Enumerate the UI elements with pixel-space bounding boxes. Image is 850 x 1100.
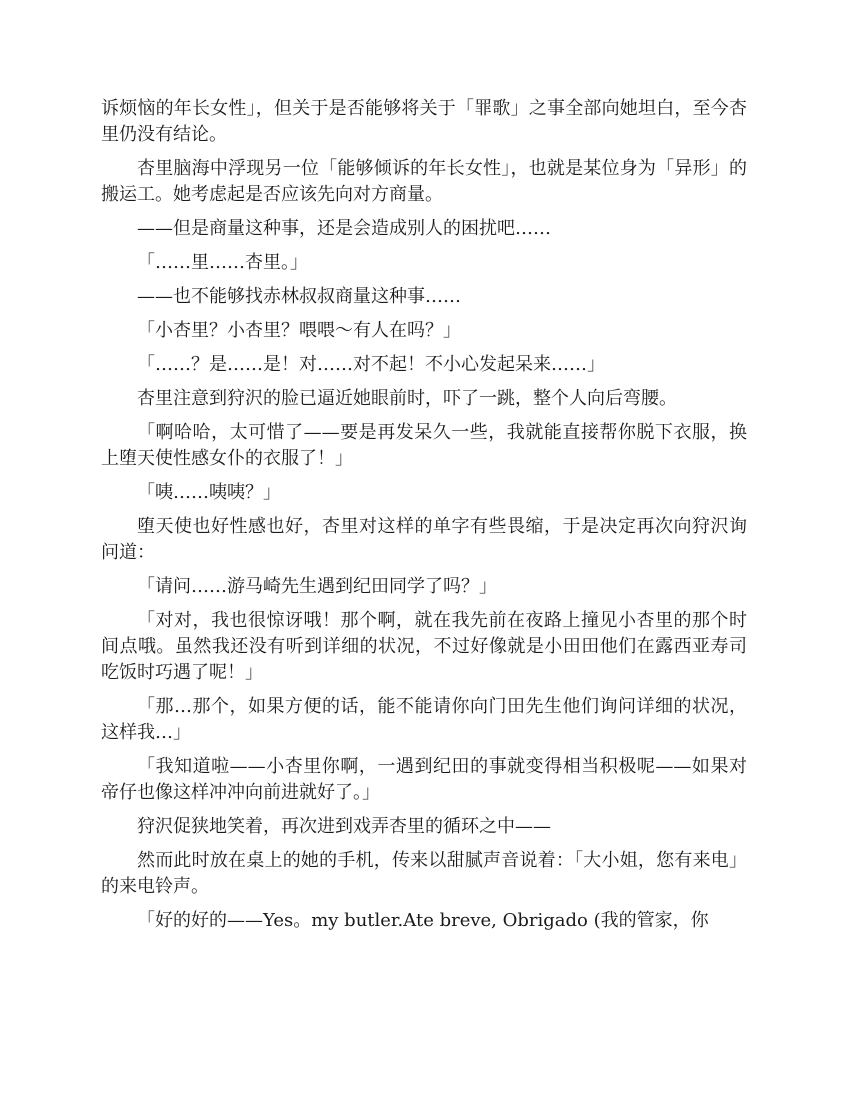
paragraph: 「啊哈哈，太可惜了——要是再发呆久一些，我就能直接帮你脱下衣服，换上堕天使性感女仆的衣服了！」 bbox=[101, 422, 747, 469]
paragraph: 杏里注意到狩沢的脸已逼近她眼前时，吓了一跳，整个人向后弯腰。 bbox=[137, 388, 677, 409]
paragraph: 「小杏里？小杏里？喂喂～有人在吗？」 bbox=[137, 320, 461, 341]
paragraph: 堕天使也好性感也好，杏里对这样的单字有些畏缩，于是决定再次向狩沢询问道： bbox=[101, 516, 747, 563]
paragraph: 「咦……咦咦？」 bbox=[137, 482, 281, 503]
paragraph: 然而此时放在桌上的她的手机，传来以甜腻声音说着：「大小姐，您有来电」的来电铃声。 bbox=[101, 850, 747, 897]
paragraph: 杏里脑海中浮现另一位「能够倾诉的年长女性」，也就是某位身为「异形」的搬运工。她考虑起是否应该先向对方商量。 bbox=[101, 158, 747, 205]
paragraph: 诉烦恼的年长女性」，但关于是否能够将关于「罪歌」之事全部向她坦白，至今杏里仍没有结论。 bbox=[101, 98, 747, 145]
paragraph: 「对对，我也很惊讶哦！那个啊，就在我先前在夜路上撞见小杏里的那个时间点哦。虽然我还没有听到详细的状况，不过好像就是小田田他们在露西亚寿司吃饭时巧遇了呢！」 bbox=[101, 610, 747, 683]
paragraph: 「……？是……是！对……对不起！不小心发起呆来……」 bbox=[137, 354, 605, 375]
paragraph: ——但是商量这种事，还是会造成别人的困扰吧…… bbox=[137, 218, 551, 239]
paragraph: 「那…那个，如果方便的话，能不能请你向门田先生他们询问详细的状况，这样我…」 bbox=[101, 696, 747, 743]
paragraph: 「请问……游马崎先生遇到纪田同学了吗？」 bbox=[137, 576, 497, 597]
document-page bbox=[101, 96, 747, 942]
paragraph: 「我知道啦——小杏里你啊，一遇到纪田的事就变得相当积极呢——如果对帝仔也像这样冲冲向前进就好了。」 bbox=[101, 756, 747, 803]
paragraph: ——也不能够找赤林叔叔商量这种事…… bbox=[137, 286, 461, 307]
paragraph: 「……里……杏里。」 bbox=[137, 252, 308, 273]
paragraph: 「好的好的——Yes。my butler.Ate breve, Obrigado (我的管家，你 bbox=[137, 910, 709, 931]
paragraph: 狩沢促狭地笑着，再次进到戏弄杏里的循环之中—— bbox=[137, 816, 551, 837]
